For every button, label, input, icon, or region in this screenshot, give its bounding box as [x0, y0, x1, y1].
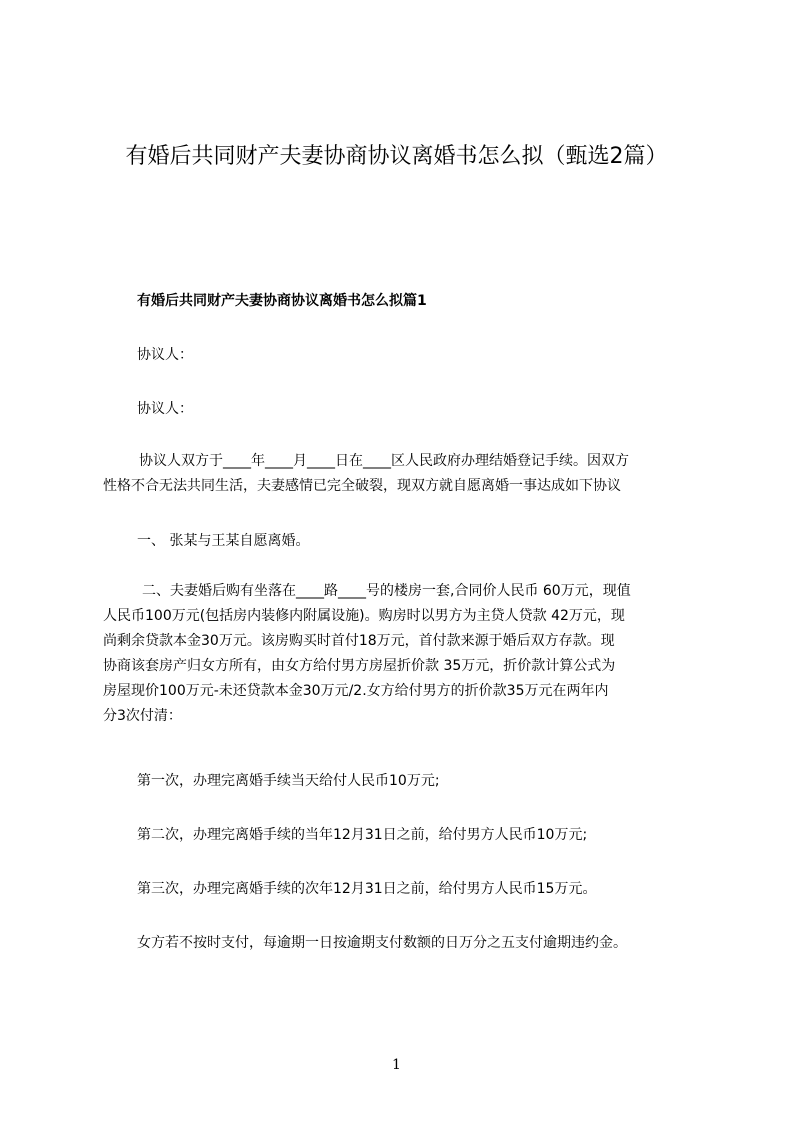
clause-2-line: 尚剩余贷款本金30万元。该房购买时首付18万元，首付款来源于婚后双方存款。现: [103, 633, 615, 649]
intro-paragraph: [101, 449, 711, 499]
party-2-label: 协议人：: [137, 401, 193, 417]
payment-1: 第一次，办理完离婚手续当天给付人民币10万元;: [137, 773, 440, 789]
clause-2-line: 房屋现价100万元-未还贷款本金30万元/2.女方给付男方的折价款35万元在两年内: [103, 683, 609, 699]
intro-line: 协议人双方于____年____月____日在____区人民政府办理结婚登记手续。因双方: [139, 453, 629, 469]
clause-2-line: 人民币100万元(包括房内装修内附属设施)。购房时以男方为主贷人贷款 42万元，现: [103, 608, 625, 624]
clause-2-line: 协商该套房产归女方所有，由女方给付男方房屋折价款 35万元，折价款计算公式为: [103, 658, 616, 674]
payment-2: 第二次，办理完离婚手续的当年12月31日之前，给付男方人民币10万元;: [137, 827, 588, 843]
page-number: 1: [392, 1057, 401, 1073]
section-title: 有婚后共同财产夫妻协商协议离婚书怎么拟篇1: [137, 293, 427, 309]
document-title: 有婚后共同财产夫妻协商协议离婚书怎么拟（甄选2篇）: [125, 144, 668, 169]
payment-3: 第三次，办理完离婚手续的次年12月31日之前，给付男方人民币15万元。: [137, 881, 597, 897]
penalty-clause: 女方若不按时支付，每逾期一日按逾期支付数额的日万分之五支付逾期违约金。: [137, 935, 627, 951]
party-1-label: 协议人：: [137, 347, 193, 363]
intro-line: 性格不合无法共同生活，夫妻感情已完全破裂，现双方就自愿离婚一事达成如下协议: [103, 478, 621, 494]
clause-2-line: 分3次付清：: [103, 708, 182, 724]
clause-2-line: 二、夫妻婚后购有坐落在____路____号的楼房一套,合同价人民币 60万元，现值: [142, 583, 631, 599]
clause-2-paragraph: [101, 579, 711, 729]
clause-1: 一、 张某与王某自愿离婚。: [137, 533, 310, 549]
